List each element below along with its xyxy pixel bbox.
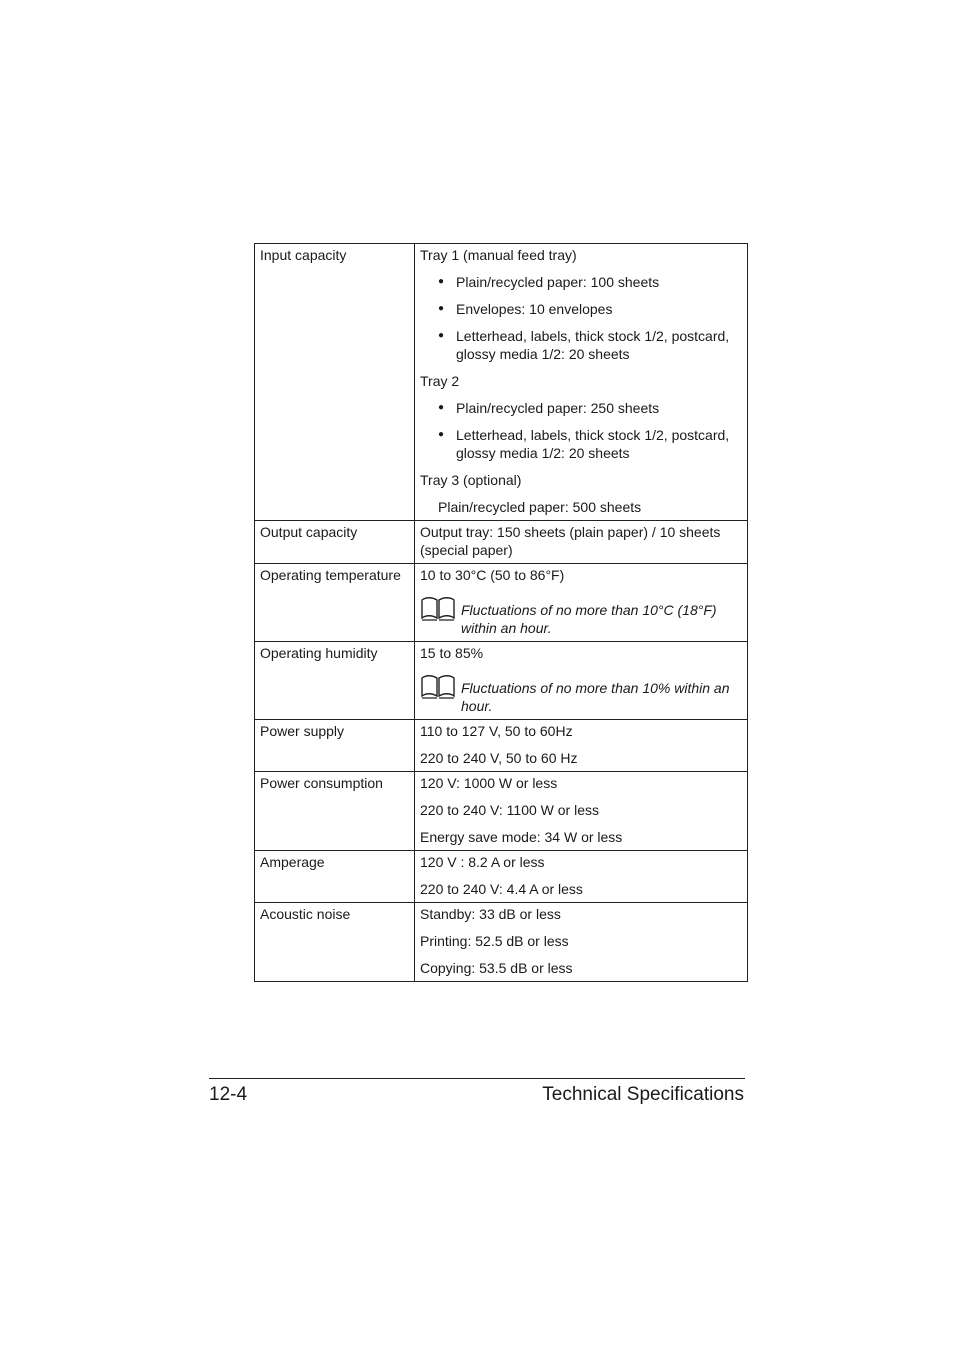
row-value: 10 to 30°C (50 to 86°F) Fluctuations of no more than 10°C (18°F) within an hour. (415, 564, 748, 642)
list-item: ● Letterhead, labels, thick stock 1/2, postcard, glossy media 1/2: 20 sheets (438, 328, 730, 362)
book-icon (420, 673, 456, 699)
footer-divider (209, 1078, 745, 1079)
table-row (255, 521, 748, 564)
tray-title: Tray 1 (manual feed tray) (420, 247, 577, 263)
bullet-icon: ● (438, 330, 445, 341)
table-row (255, 244, 748, 521)
list-item: ● Plain/recycled paper: 250 sheets (438, 400, 660, 416)
note-text: Fluctuations of no more than 10% within an hour. (461, 680, 730, 714)
row-label: Power supply (255, 720, 415, 772)
table-row (255, 564, 748, 642)
row-label: Amperage (255, 851, 415, 903)
note-text: Fluctuations of no more than 10°C (18°F) within an hour. (461, 602, 717, 636)
row-value: 120 V: 1000 W or less 220 to 240 V: 1100 W or less Energy save mode: 34 W or less (415, 772, 748, 851)
note (420, 595, 743, 637)
bullet-icon: ● (438, 402, 445, 413)
row-value: Standby: 33 dB or less Printing: 52.5 dB or less Copying: 53.5 dB or less (415, 903, 748, 982)
table-row (255, 903, 748, 982)
row-value (415, 244, 748, 521)
list-item: ● Letterhead, labels, thick stock 1/2, postcard, glossy media 1/2: 20 sheets (438, 427, 730, 461)
row-label: Operating temperature (255, 564, 415, 642)
row-label: Input capacity (255, 244, 415, 521)
row-label: Operating humidity (255, 642, 415, 720)
page-number: 12-4 (209, 1084, 248, 1105)
tray-title: Tray 3 (optional) (420, 472, 522, 488)
row-label: Output capacity (255, 521, 415, 564)
row-label: Power consumption (255, 772, 415, 851)
tray-title: Tray 2 (420, 373, 460, 389)
row-value: Output tray: 150 sheets (plain paper) / 10 sheets (special paper) (415, 521, 748, 564)
bullet-icon: ● (438, 303, 445, 314)
tray-detail: Plain/recycled paper: 500 sheets (438, 499, 642, 515)
bullet-icon: ● (438, 276, 445, 287)
bullet-icon: ● (438, 429, 445, 440)
table-row (255, 772, 748, 851)
row-value: 110 to 127 V, 50 to 60Hz 220 to 240 V, 50 to 60 Hz (415, 720, 748, 772)
list-item: ● Plain/recycled paper: 100 sheets (438, 274, 660, 290)
note (420, 673, 743, 715)
row-value: 120 V : 8.2 A or less 220 to 240 V: 4.4 A or less (415, 851, 748, 903)
book-icon (420, 595, 456, 621)
table-row (255, 720, 748, 772)
section-title: Technical Specifications (542, 1084, 744, 1105)
spec-table (254, 243, 748, 982)
table-row (255, 642, 748, 720)
list-item: ● Envelopes: 10 envelopes (438, 301, 613, 317)
row-value: 15 to 85% Fluctuations of no more than 10% within an hour. (415, 642, 748, 720)
row-label: Acoustic noise (255, 903, 415, 982)
table-row (255, 851, 748, 903)
